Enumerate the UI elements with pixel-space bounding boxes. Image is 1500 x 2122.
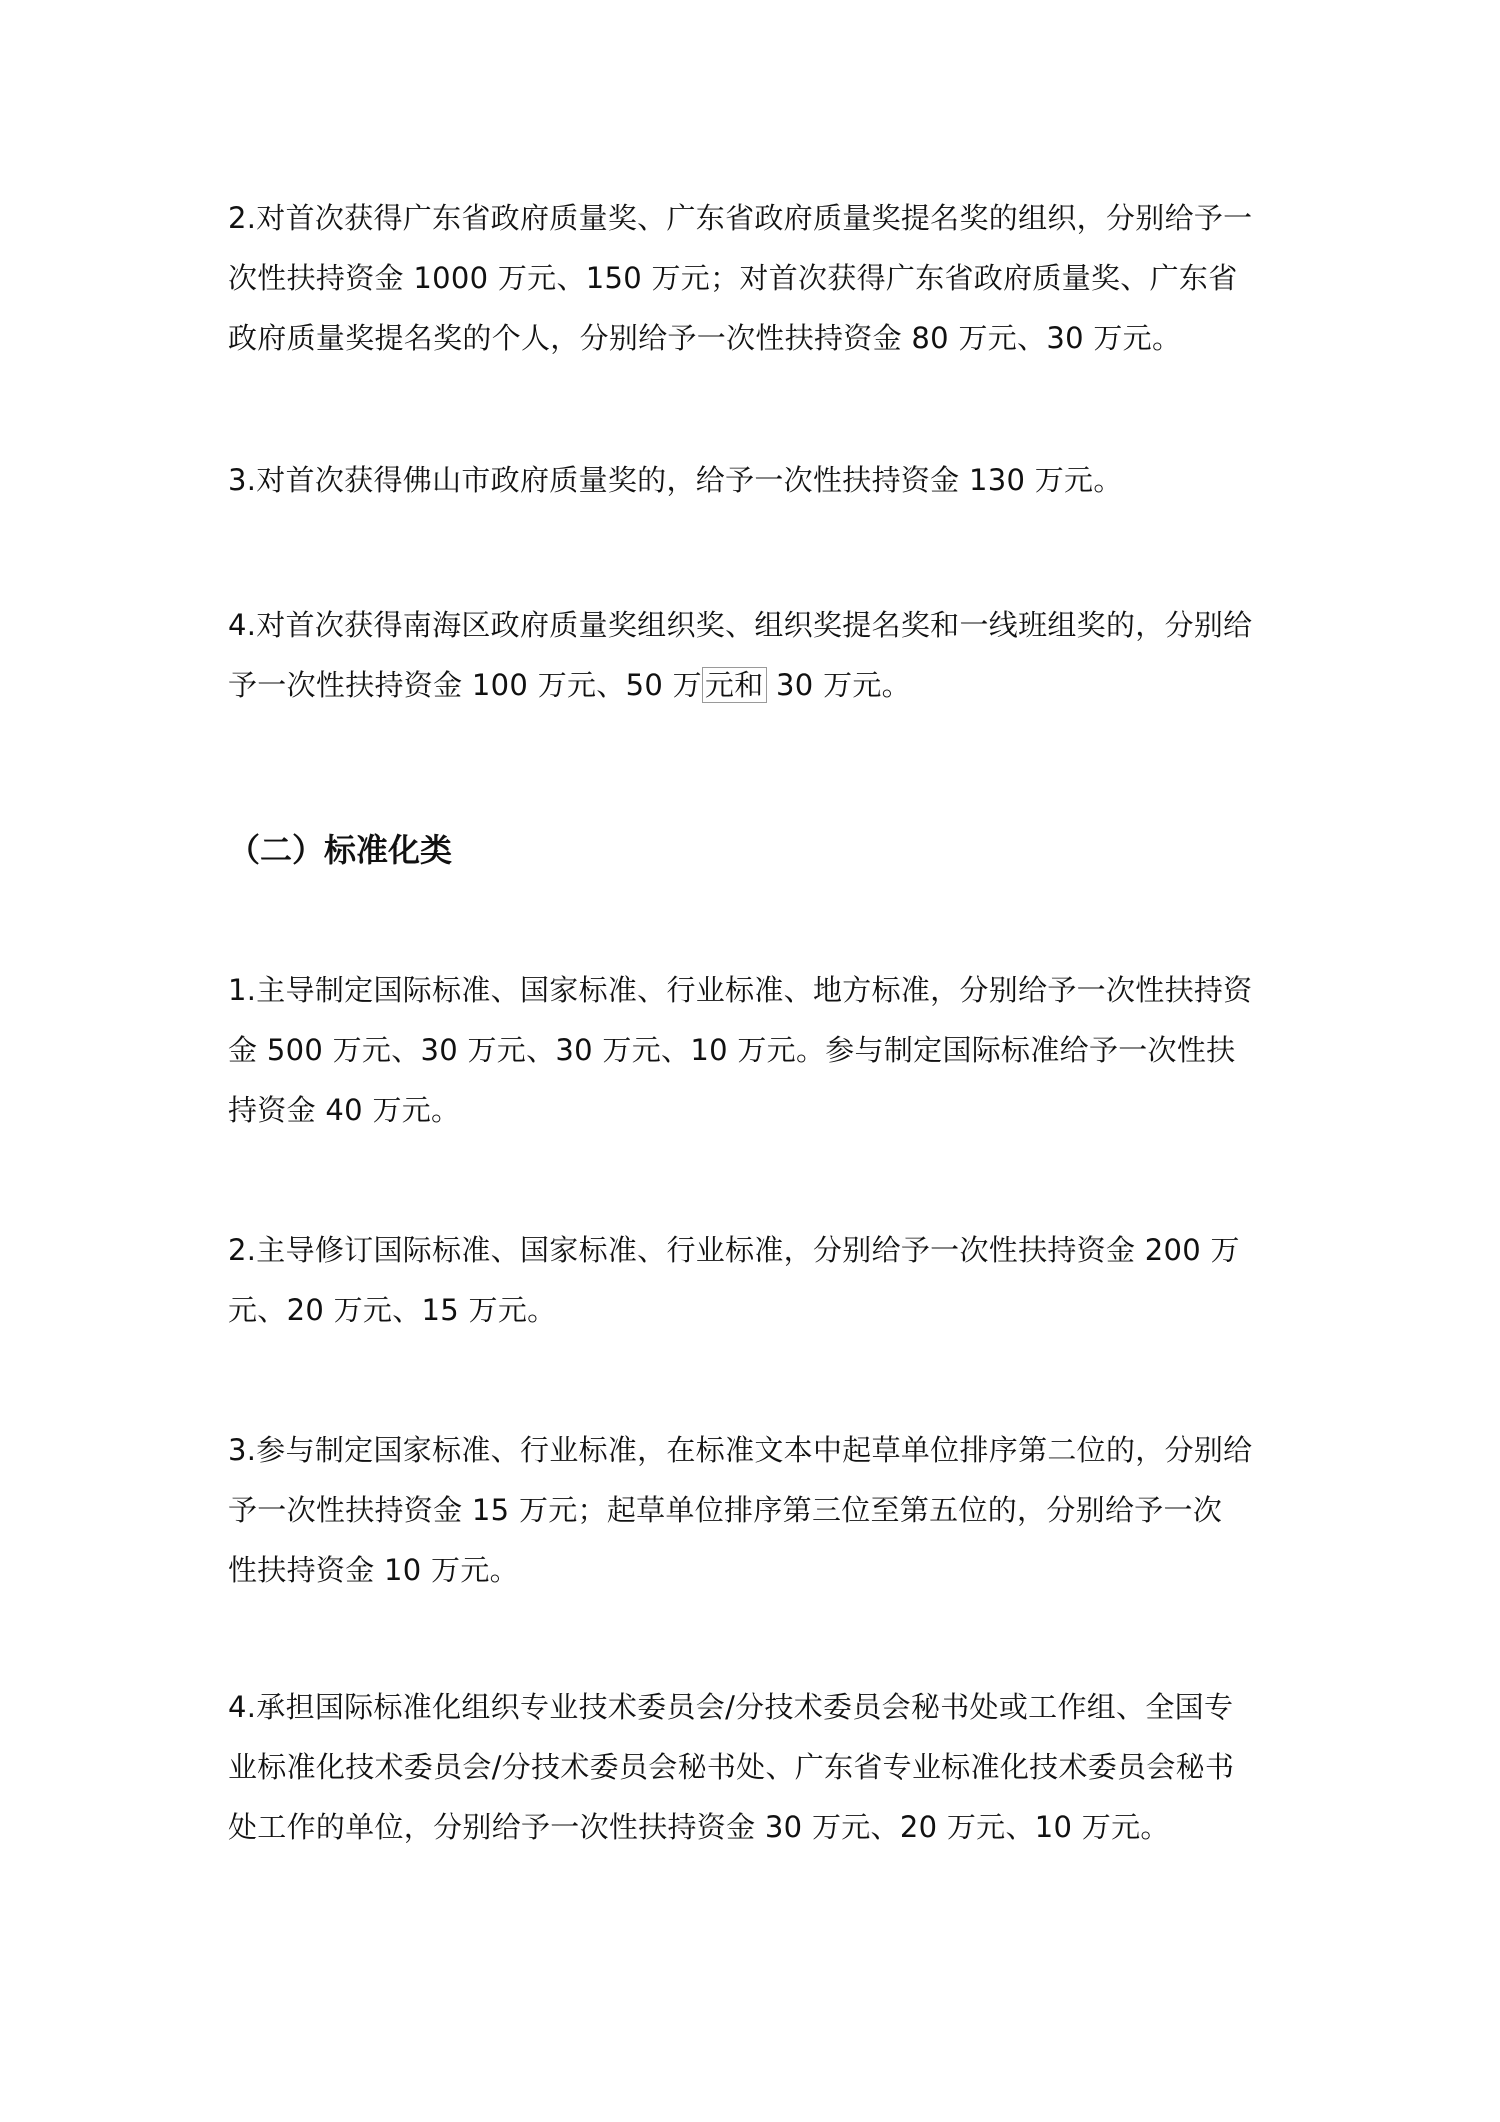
paragraph-quality-award-nanhai — [228, 595, 1286, 715]
paragraph-quality-award-provincial — [228, 188, 1286, 368]
text-line: 3.参与制定国家标准、行业标准，在标准文本中起草单位排序第二位的，分别给 — [228, 1433, 1253, 1467]
text-line: 3.对首次获得佛山市政府质量奖的，给予一次性扶持资金 130 万元。 — [228, 463, 1123, 497]
text-line: 政府质量奖提名奖的个人，分别给予一次性扶持资金 80 万元、30 万元。 — [228, 321, 1182, 355]
text-line: 金 500 万元、30 万元、30 万元、10 万元。参与制定国际标准给予一次性扶 — [228, 1033, 1236, 1067]
text-line: 次性扶持资金 1000 万元、150 万元；对首次获得广东省政府质量奖、广东省 — [228, 261, 1238, 295]
text-line: 4.对首次获得南海区政府质量奖组织奖、组织奖提名奖和一线班组奖的，分别给 — [228, 608, 1253, 642]
paragraph-standard-secretariat — [228, 1677, 1286, 1857]
text-fragment: 30 万元。 — [766, 668, 911, 702]
text-line: 处工作的单位，分别给予一次性扶持资金 30 万元、20 万元、10 万元。 — [228, 1810, 1170, 1844]
text-line: 1.主导制定国际标准、国家标准、行业标准、地方标准，分别给予一次性扶持资 — [228, 973, 1253, 1007]
text-line: 2.主导修订国际标准、国家标准、行业标准，分别给予一次性扶持资金 200 万 — [228, 1233, 1240, 1267]
text-line: 2.对首次获得广东省政府质量奖、广东省政府质量奖提名奖的组织，分别给予一 — [228, 201, 1253, 235]
section-heading-standardization: （二）标准化类 — [228, 831, 453, 869]
paragraph-quality-award-foshan — [228, 450, 1286, 510]
text-line: 性扶持资金 10 万元。 — [228, 1553, 519, 1587]
text-line — [228, 655, 1286, 715]
paragraph-standard-lead-formulate — [228, 960, 1286, 1140]
text-line: 业标准化技术委员会/分技术委员会秘书处、广东省专业标准化技术委员会秘书 — [228, 1750, 1235, 1784]
text-line: 元、20 万元、15 万元。 — [228, 1293, 557, 1327]
text-line: 持资金 40 万元。 — [228, 1093, 461, 1127]
boxed-text: 元和 — [702, 667, 767, 703]
text-line: 4.承担国际标准化组织专业技术委员会/分技术委员会秘书处或工作组、全国专 — [228, 1690, 1234, 1724]
paragraph-standard-participate — [228, 1420, 1286, 1600]
text-fragment: 予一次性扶持资金 100 万元、50 万 — [228, 668, 702, 702]
text-line: 予一次性扶持资金 15 万元；起草单位排序第三位至第五位的，分别给予一次 — [228, 1493, 1223, 1527]
paragraph-standard-lead-revise — [228, 1220, 1286, 1340]
